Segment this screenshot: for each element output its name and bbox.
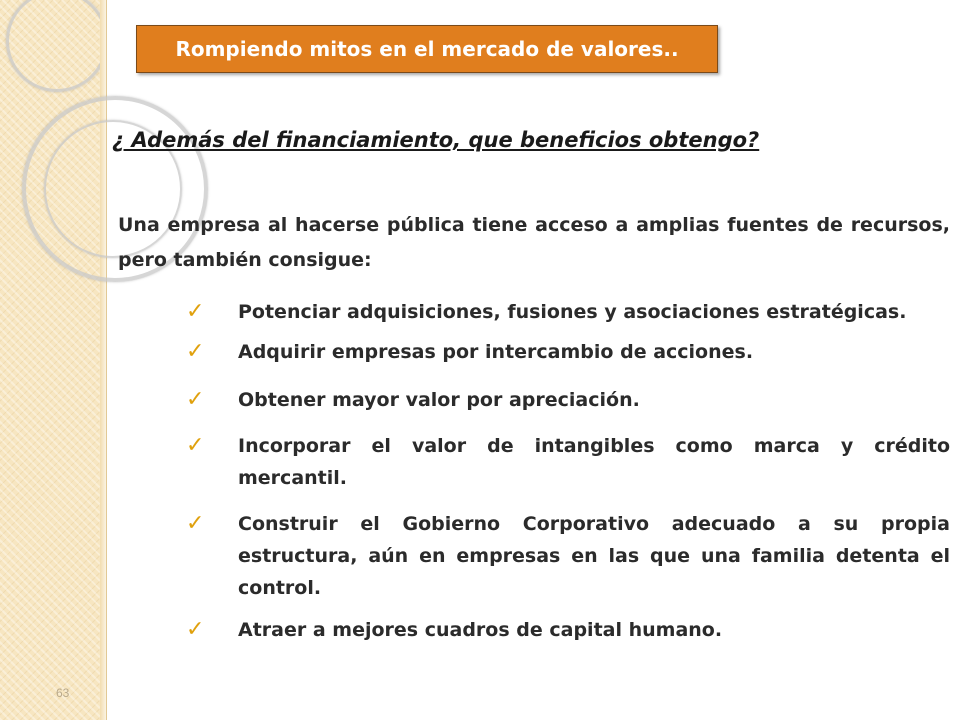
checkmark-icon: ✓ xyxy=(186,433,205,458)
checkmark-icon: ✓ xyxy=(186,299,205,324)
checkmark-icon: ✓ xyxy=(186,511,205,536)
benefit-text: Potenciar adquisiciones, fusiones y asociaciones estratégicas. xyxy=(238,301,907,323)
benefit-text: Atraer a mejores cuadros de capital humano. xyxy=(238,619,723,641)
benefit-text: Obtener mayor valor por apreciación. xyxy=(238,389,640,411)
benefit-text: Construir el Gobierno Corporativo adecuado a su propia estructura, aún en empresas en las que una familia detenta el control. xyxy=(238,513,950,599)
list-item xyxy=(186,384,950,416)
slide-title: Rompiendo mitos en el mercado de valores.. xyxy=(175,37,679,61)
intro-paragraph: Una empresa al hacerse pública tiene acceso a amplias fuentes de recursos, pero también consigue: xyxy=(118,214,950,271)
list-item xyxy=(186,336,950,368)
benefits-list xyxy=(186,296,950,646)
benefit-text: Adquirir empresas por intercambio de acciones. xyxy=(238,341,754,363)
checkmark-icon: ✓ xyxy=(186,617,205,642)
checkmark-icon: ✓ xyxy=(186,387,205,412)
list-item xyxy=(186,296,950,328)
list-item xyxy=(186,430,950,494)
decorative-ring-icon xyxy=(6,0,107,92)
list-item xyxy=(186,614,950,646)
benefit-text: Incorporar el valor de intangibles como marca y crédito mercantil. xyxy=(238,435,950,489)
slide-title-bar xyxy=(136,25,718,73)
checkmark-icon: ✓ xyxy=(186,339,205,364)
question-heading: ¿ Además del financiamiento, que beneficios obtengo? xyxy=(112,128,760,152)
page-number: 63 xyxy=(56,686,70,700)
list-item xyxy=(186,508,950,604)
